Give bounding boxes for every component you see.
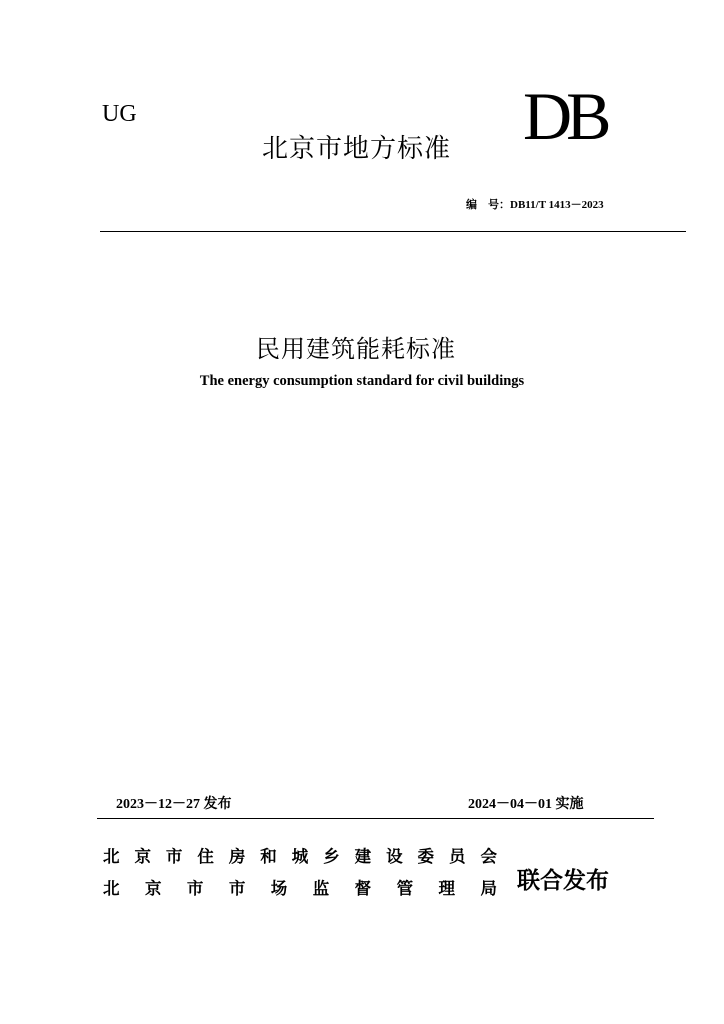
issuer-char: 房 <box>228 847 246 866</box>
issuer-char: 北 <box>103 879 120 898</box>
category-code: UG <box>102 101 137 127</box>
footer-divider <box>97 818 654 819</box>
issuer-char: 市 <box>165 847 183 866</box>
issuer-char: 局 <box>480 879 497 898</box>
issue-date: 2023－12－27 发布 <box>116 797 232 812</box>
document-title-chinese: 民用建筑能耗标准 <box>256 335 456 363</box>
issuer-char: 员 <box>448 847 466 866</box>
issuer-char: 理 <box>438 879 455 898</box>
issuer-char: 和 <box>260 847 277 866</box>
issuer-char: 会 <box>480 847 497 866</box>
issuer-char: 场 <box>270 879 288 898</box>
issuer-char: 管 <box>396 879 414 898</box>
issuer-char: 乡 <box>323 847 340 866</box>
issuer-char: 设 <box>386 847 403 866</box>
issuer-char: 城 <box>291 847 309 866</box>
issuer-char: 市 <box>228 879 246 898</box>
issuer-char: 建 <box>354 847 372 866</box>
issuer-char: 监 <box>312 879 330 898</box>
document-title-english: The energy consumption standard for civil buildings <box>199 373 525 389</box>
issuer-housing-commission <box>103 847 497 867</box>
standard-type-heading: 北京市地方标准 <box>262 134 452 164</box>
joint-release-label: 联合发布 <box>517 868 609 894</box>
issuer-char: 委 <box>417 847 435 866</box>
issuer-char: 京 <box>134 847 151 866</box>
issuer-char: 北 <box>103 847 120 866</box>
issuer-market-regulation <box>103 879 497 899</box>
issuer-char: 督 <box>354 879 372 898</box>
standard-number: 编 号：DB11/T 1413－2023 <box>466 199 604 211</box>
issuer-char: 住 <box>197 847 214 866</box>
standard-mark-logo: DB <box>523 78 606 154</box>
implementation-date: 2024－04－01 实施 <box>468 797 584 812</box>
issuer-char: 市 <box>186 879 204 898</box>
issuer-char: 京 <box>144 879 162 898</box>
header-divider <box>100 231 686 232</box>
